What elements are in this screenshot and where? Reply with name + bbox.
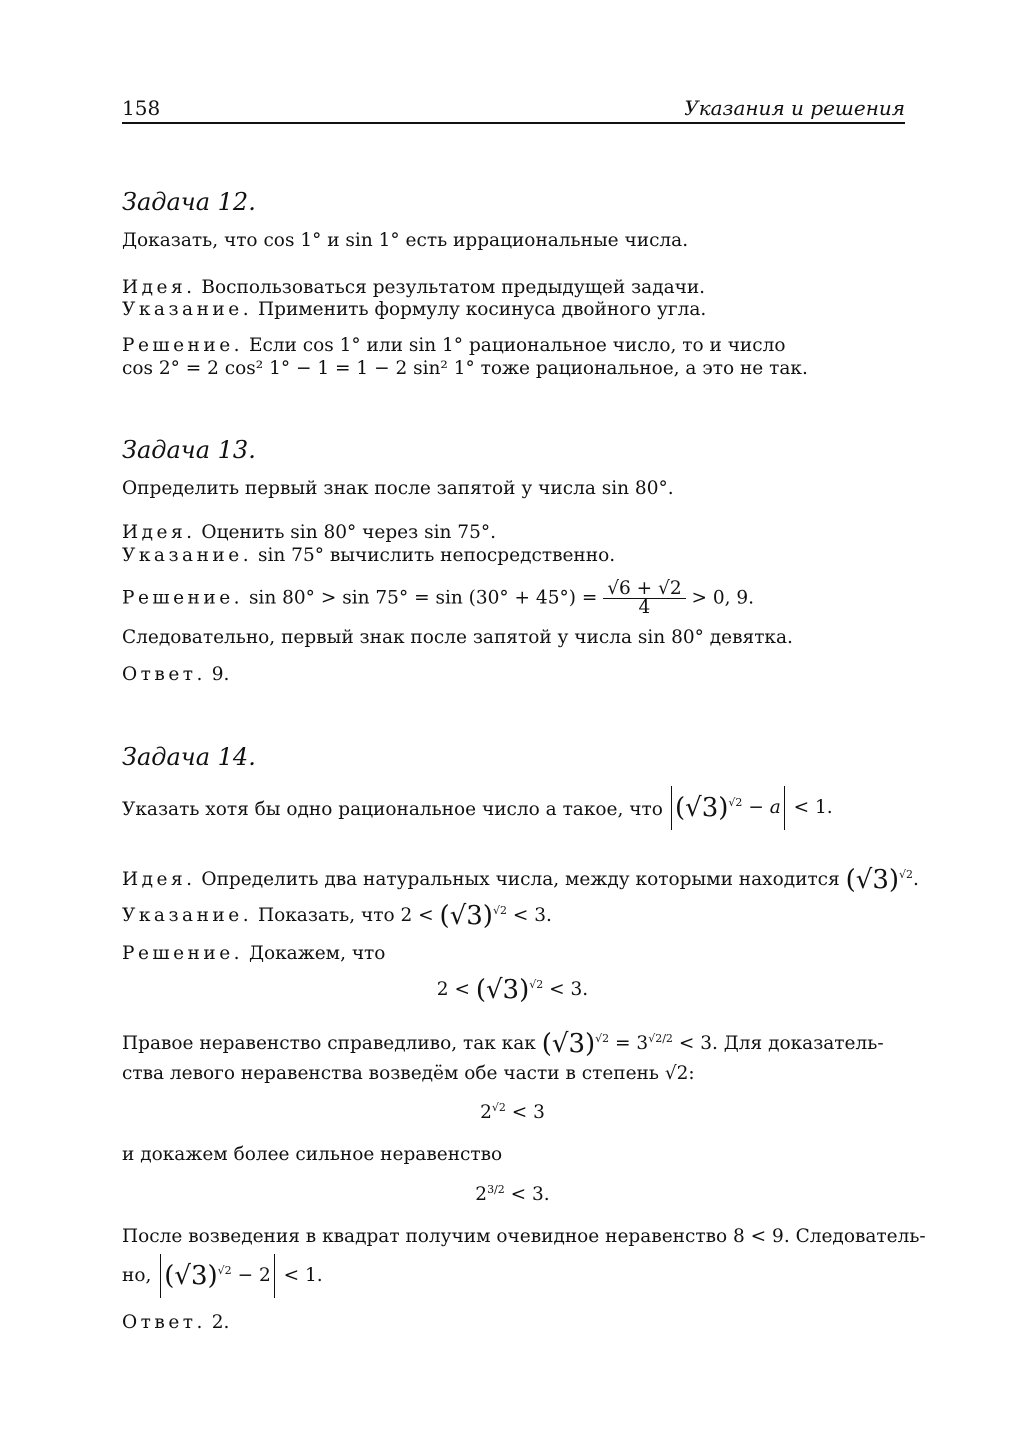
para-3-formula: (√3) [164, 1261, 218, 1291]
fraction-numerator: √6 + √2 [603, 580, 685, 599]
formula-base: (√3) [675, 793, 729, 823]
solution-lhs: sin 80° > sin 75° = sin (30° + 45°) = [248, 587, 598, 609]
problem-14-idea [122, 865, 919, 895]
hint-label: Указание. [122, 545, 253, 566]
para-1-b-exponent: √2/2 [648, 1031, 673, 1045]
solution-label: Решение. [122, 335, 244, 356]
problem-14-answer [122, 1311, 229, 1335]
problem-14-hint [122, 901, 552, 931]
hint-text: sin 75° вычислить непосредственно. [257, 545, 616, 566]
display-2-rhs: < 3 [511, 1102, 545, 1123]
display-1-left: 2 < [436, 979, 470, 1000]
display-3-base: 2 [475, 1184, 488, 1205]
idea-text: Определить два натуральных числа, между которыми находится [201, 869, 840, 890]
problem-13-idea [122, 521, 496, 545]
problem-14-heading: Задача 14. [122, 743, 256, 771]
display-inequality-1 [0, 975, 1025, 1005]
hint-formula: (√3) [439, 901, 493, 931]
problem-13-statement: Определить первый знак после запятой у числа sin 80°. [122, 478, 674, 499]
idea-label: Идея. [122, 869, 196, 890]
problem-14-paragraph-3-line-2 [122, 1254, 323, 1298]
para-1-a: Правое неравенство справедливо, так как [122, 1033, 536, 1054]
problem-14-paragraph-2: и докажем более сильное неравенство [122, 1144, 503, 1165]
idea-label: Идея. [122, 277, 196, 298]
answer-label: Ответ. [122, 1312, 206, 1333]
formula-exponent: √2 [728, 795, 743, 809]
answer-value: 2. [211, 1312, 230, 1333]
problem-14-statement: Указать хотя бы одно рациональное число a такое, что [122, 799, 663, 820]
problem-13-hint [122, 544, 615, 568]
display-1-formula: (√3) [475, 975, 530, 1005]
problem-14-paragraph-1-line-2: ства левого неравенства возведём обе части в степень √2: [122, 1063, 695, 1084]
page-number: 158 [122, 96, 161, 120]
fraction-denominator: 4 [638, 597, 651, 618]
idea-label: Идея. [122, 522, 196, 543]
hint-label: Указание. [122, 905, 253, 926]
idea-formula-exponent: √2 [899, 867, 914, 881]
answer-value: 9. [211, 664, 230, 685]
idea-formula: (√3) [845, 865, 900, 895]
problem-12-statement: Доказать, что cos 1° и sin 1° есть иррациональные числа. [122, 230, 689, 251]
problem-12-hint [122, 298, 706, 322]
problem-13-answer [122, 663, 229, 687]
section-title: Указания и решения [684, 96, 905, 120]
idea-text: Оценить sin 80° через sin 75°. [201, 522, 496, 543]
header-rule [122, 122, 905, 124]
idea-text: Воспользоваться результатом предыдущей задачи. [201, 277, 706, 298]
problem-12-heading: Задача 12. [122, 188, 256, 216]
hint-end: < 3. [512, 905, 552, 926]
para-1-b: = 3 [615, 1033, 649, 1054]
problem-14-statement-formula [668, 786, 833, 830]
display-1-right: < 3. [549, 979, 589, 1000]
hint-formula-exponent: √2 [492, 903, 507, 917]
abs-bar-right [274, 1254, 275, 1298]
formula-tail: − a [748, 797, 781, 818]
para-3-tail: − 2 [237, 1265, 271, 1286]
display-inequality-3 [0, 1183, 1025, 1207]
abs-bar-left [160, 1254, 161, 1298]
display-3-rhs: < 3. [510, 1184, 550, 1205]
para-1-formula: (√3) [541, 1029, 596, 1059]
problem-14-paragraph-3: После возведения в квадрат получим очевидное неравенство 8 < 9. Следователь- [122, 1226, 926, 1247]
display-2-base: 2 [480, 1102, 492, 1123]
solution-label: Решение. [122, 943, 244, 964]
problem-12-solution-line-2: cos 2° = 2 cos² 1° − 1 = 1 − 2 sin² 1° тоже рациональное, а это не так. [122, 358, 808, 379]
display-1-exponent: √2 [529, 977, 544, 991]
para-1-c: < 3. Для доказатель- [678, 1033, 884, 1054]
problem-14-paragraph-1 [122, 1029, 884, 1059]
solution-text: Докажем, что [248, 943, 386, 964]
solution-rhs: > 0, 9. [691, 587, 755, 609]
problem-12-solution [122, 334, 786, 358]
answer-label: Ответ. [122, 664, 206, 685]
problem-13-heading: Задача 13. [122, 436, 256, 464]
display-inequality-2 [0, 1101, 1025, 1125]
solution-line-1: Если cos 1° или sin 1° рациональное число, то и число [248, 335, 786, 356]
problem-12-idea [122, 276, 705, 300]
hint-text: Применить формулу косинуса двойного угла. [257, 299, 707, 320]
problem-13-solution [122, 580, 754, 617]
display-2-exponent: √2 [491, 1100, 506, 1114]
display-3-exponent: 3/2 [487, 1182, 505, 1196]
fraction [603, 580, 685, 617]
problem-14-solution [122, 942, 385, 966]
problem-13-solution-line-2: Следовательно, первый знак после запятой у числа sin 80° девятка. [122, 627, 793, 648]
para-3-rhs: < 1. [283, 1265, 323, 1286]
abs-bar-left [671, 786, 672, 830]
para-1-exponent: √2 [595, 1031, 610, 1045]
hint-label: Указание. [122, 299, 253, 320]
formula-rhs: < 1. [793, 797, 833, 818]
idea-end: . [913, 869, 919, 890]
para-3-exponent: √2 [217, 1263, 232, 1277]
solution-label: Решение. [122, 587, 244, 609]
para-3-prefix: но, [122, 1265, 152, 1286]
hint-text: Показать, что 2 < [257, 905, 434, 926]
abs-bar-right [784, 786, 785, 830]
